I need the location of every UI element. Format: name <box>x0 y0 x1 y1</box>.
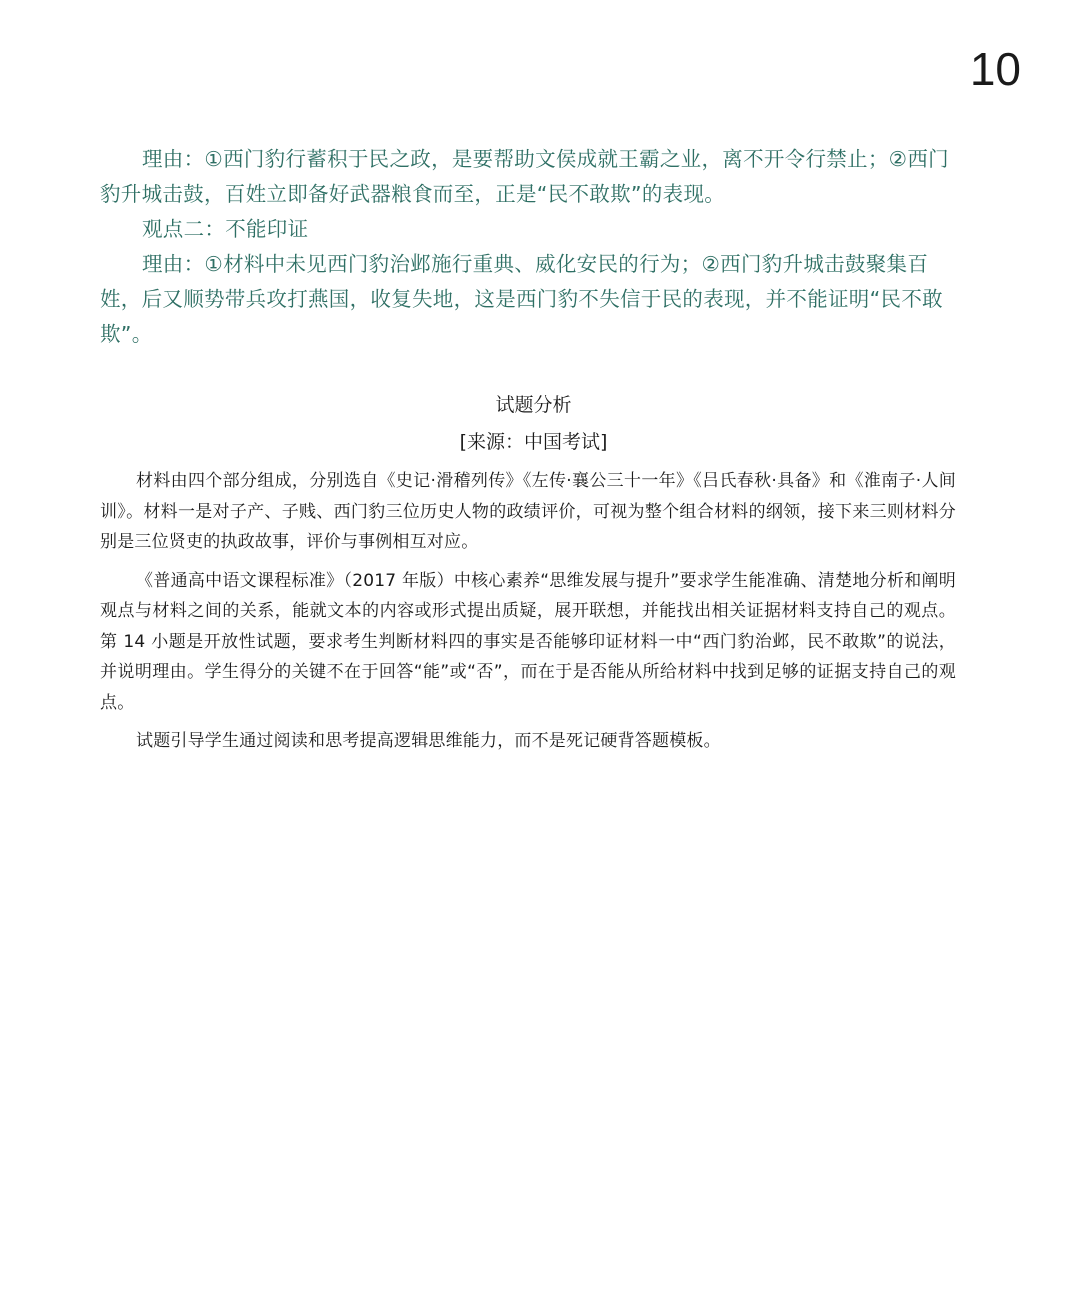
analysis-paragraph: 《普通高中语文课程标准》（2017 年版）中核心素养“思维发展与提升”要求学生能准确、清楚地分析和阐明观点与材料之间的关系，能就文本的内容或形式提出质疑，展开联想，并能找出相关证据材料支持自己的观点。第 14 小题是开放性试题，要求考生判断材料四的事实是否能够印证材料一中“西门豹治邺，民不敢欺”的说法，并说明理由。学生得分的关键不在于回答“能”或“否”，而在于是否能从所给材料中找到足够的证据支持自己的观点。 <box>100 570 956 713</box>
page-number: 10 <box>969 43 1021 95</box>
analysis-source: [来源：中国考试] <box>459 431 608 453</box>
reason-one-label: 理由： <box>142 147 205 171</box>
analysis-title: 试题分析 <box>495 394 572 416</box>
analysis-body <box>100 466 956 765</box>
analysis-paragraph: 材料由四个部分组成，分别选自《史记·滑稽列传》《左传·襄公三十一年》《吕氏春秋·具备》和《淮南子·人间训》。材料一是对子产、子贱、西门豹三位历史人物的政绩评价，可视为整个组合材料的纲领，接下来三则材料分别是三位贤吏的执政故事，评价与事例相互对应。 <box>100 471 956 552</box>
answer-section <box>100 142 958 352</box>
reason-two-text: ①材料中未见西门豹治邺施行重典、威化安民的行为；②西门豹升城击鼓聚集百姓，后又顺势带兵攻打燕国，收复失地，这是西门豹不失信于民的表现，并不能证明“民不敢欺”。 <box>100 252 943 346</box>
reason-one-text: ①西门豹行蓄积于民之政，是要帮助文侯成就王霸之业，离不开令行禁止；②西门豹升城击鼓，百姓立即备好武器粮食而至，正是“民不敢欺”的表现。 <box>100 147 949 206</box>
reason-two-paragraph <box>100 247 958 352</box>
analysis-paragraph: 试题引导学生通过阅读和思考提高逻辑思维能力，而不是死记硬背答题模板。 <box>136 731 721 751</box>
reason-one-paragraph <box>100 142 958 212</box>
reason-two-label: 理由： <box>142 252 205 276</box>
viewpoint-two: 观点二：不能印证 <box>142 217 309 241</box>
